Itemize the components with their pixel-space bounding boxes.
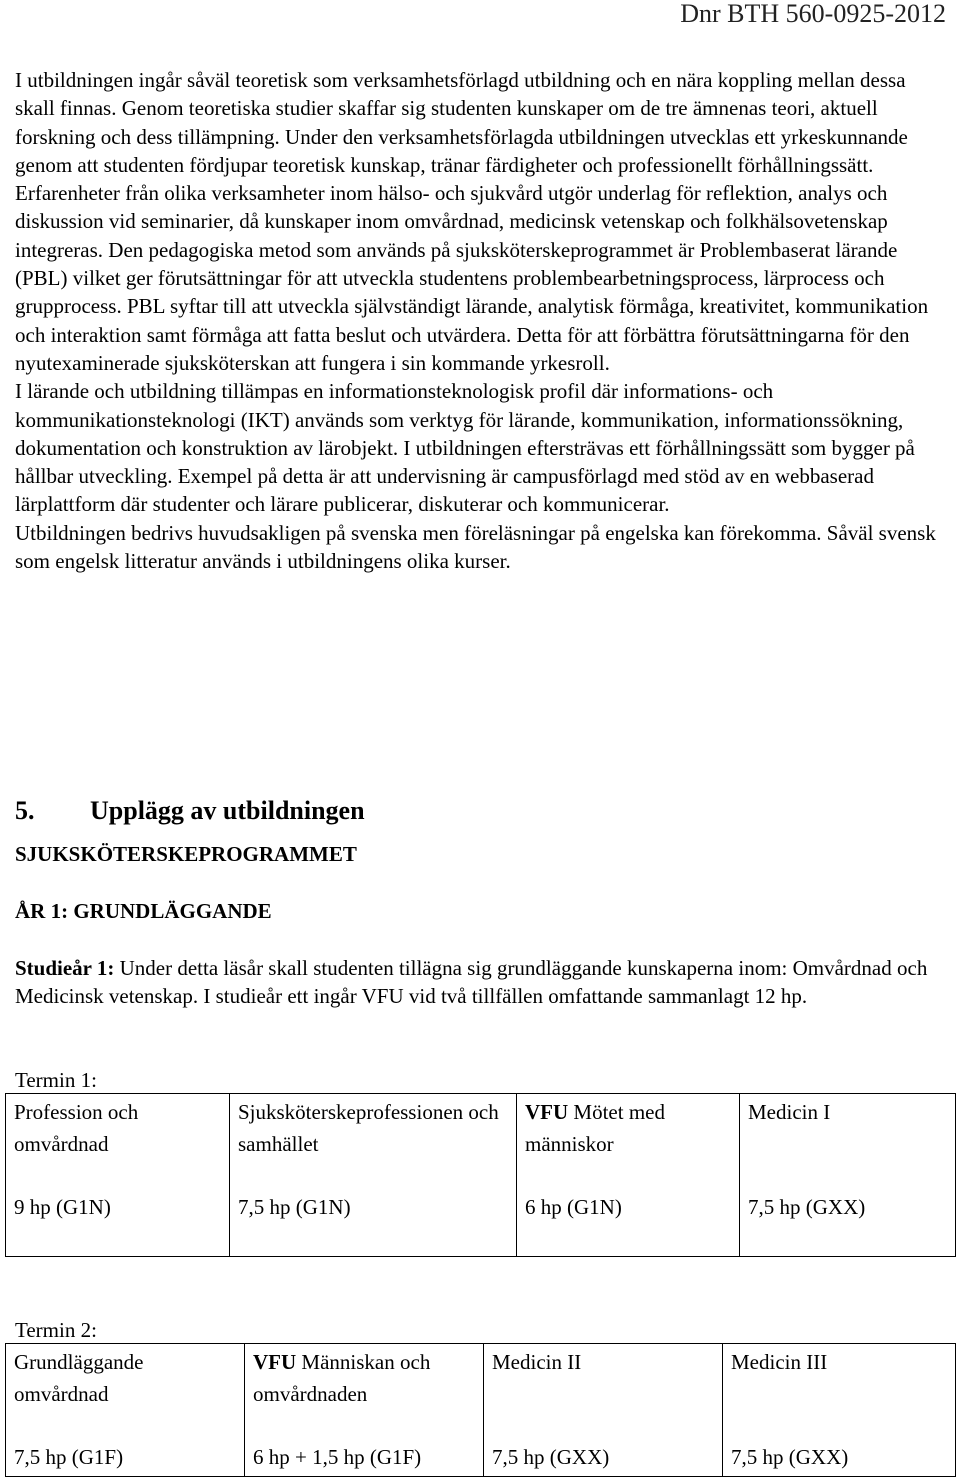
section-heading [15,794,365,828]
course-name: Medicin II [492,1350,582,1374]
term-2-label: Termin 2: [15,1318,97,1342]
course-cell [6,1344,245,1477]
paragraph-teaching: I utbildningen ingår såväl teoretisk som verksamhetsförlagd utbildning och en nära koppling mellan dessa skall finnas. Genom teoretiska studier skaffar sig studenten kunskaper om de tre ämnenas teori, aktuell forskning och dess tillämpning. Under den verksamhetsförlagda utbildningen utvecklas ett yrkeskunnande genom att studenten fördjupar teoretisk kunskap, tränar färdigheter och professionellt förhållningssätt. Erfarenheter från olika verksamheter inom hälso- och sjukvård utgör underlag för reflektion, analys och diskussion vid seminarier, då kunskaper inom omvårdnad, medicinsk vetenskap och folkhälsovetenskap integreras. Den pedagogiska metod som används på sjuksköterskeprogrammet är Problembaserat lärande (PBL) vilket ger förutsättningar för att utveckla studentens problembearbetningsprocess, lärprocess och grupprocess. PBL syftar till att utveckla självständigt lärande, analytisk förmåga, kreativitet, kommunikation och interaktion samt förmåga att fatta beslut och utvärdera. Detta för att förbättra förutsättningarna för den nyutexaminerade sjuksköterskan att fungera i sin kommande yrkesroll. [15,68,929,375]
course-name: Grundläggande omvårdnad [14,1350,144,1406]
course-credits: 7,5 hp (G1N) [238,1195,351,1219]
course-cell [723,1344,956,1477]
course-credits: 9 hp (G1N) [14,1195,111,1219]
course-name: Medicin I [748,1100,831,1124]
section-number: 5. [15,796,35,825]
course-credits: 7,5 hp (G1F) [14,1445,124,1469]
course-cell [484,1344,723,1477]
term-1-table [5,1093,956,1257]
year-description [15,954,950,1011]
course-name: Sjuksköterskeprofessionen och samhället [238,1100,499,1156]
course-cell [517,1094,740,1257]
paragraph-language: Utbildningen bedrivs huvudsakligen på svenska men föreläsningar på engelska kan förekomma. Såväl svensk som engelsk litteratur används i utbildningens olika kurser. [15,520,936,574]
section-title: Upplägg av utbildningen [90,796,365,825]
year-title: ÅR 1: GRUNDLÄGGANDE [15,899,272,923]
course-name: VFU Människan och omvårdnaden [253,1350,431,1406]
term-1-label: Termin 1: [15,1068,97,1092]
program-title: SJUKSKÖTERSKEPROGRAMMET [15,842,357,866]
course-cell [245,1344,484,1477]
document-reference: Dnr BTH 560-0925-2012 [680,0,946,28]
course-credits: 7,5 hp (GXX) [492,1445,610,1469]
year-lead: Studieår 1: [15,956,115,980]
course-name: Medicin III [731,1350,828,1374]
course-credits: 7,5 hp (GXX) [731,1445,849,1469]
course-name: VFU Mötet med människor [525,1100,665,1156]
year-description-text: Under detta läsår skall studenten tillägna sig grundläggande kunskaperna inom: Omvårdnad och Medicinsk vetenskap. I studieår ett ingår VFU vid två tillfällen omfattande sammanlagt 12 hp. [15,956,928,1009]
course-cell [6,1094,230,1257]
course-credits: 6 hp (G1N) [525,1195,622,1219]
course-credits: 7,5 hp (GXX) [748,1195,866,1219]
course-name: Profession och omvårdnad [14,1100,139,1156]
course-cell [230,1094,517,1257]
course-cell [740,1094,956,1257]
term-2-table [5,1343,956,1477]
paragraph-ikt: I lärande och utbildning tillämpas en informationsteknologisk profil där informations- och kommunikationsteknologi (IKT) används som verktyg för lärande, kommunikation, informationssökning, dokumentation och konstruktion av lärobjekt. I utbildningen eftersträvas ett förhållningssätt som bygger på hållbar utveckling. Exempel på detta är att undervisning är campusförlagd med stöd av en webbaserad lärplattform där studenter och lärare publicerar, diskuterar och kommunicerar. [15,379,915,517]
course-credits: 6 hp + 1,5 hp (G1F) [253,1445,422,1469]
body-text [15,66,950,575]
